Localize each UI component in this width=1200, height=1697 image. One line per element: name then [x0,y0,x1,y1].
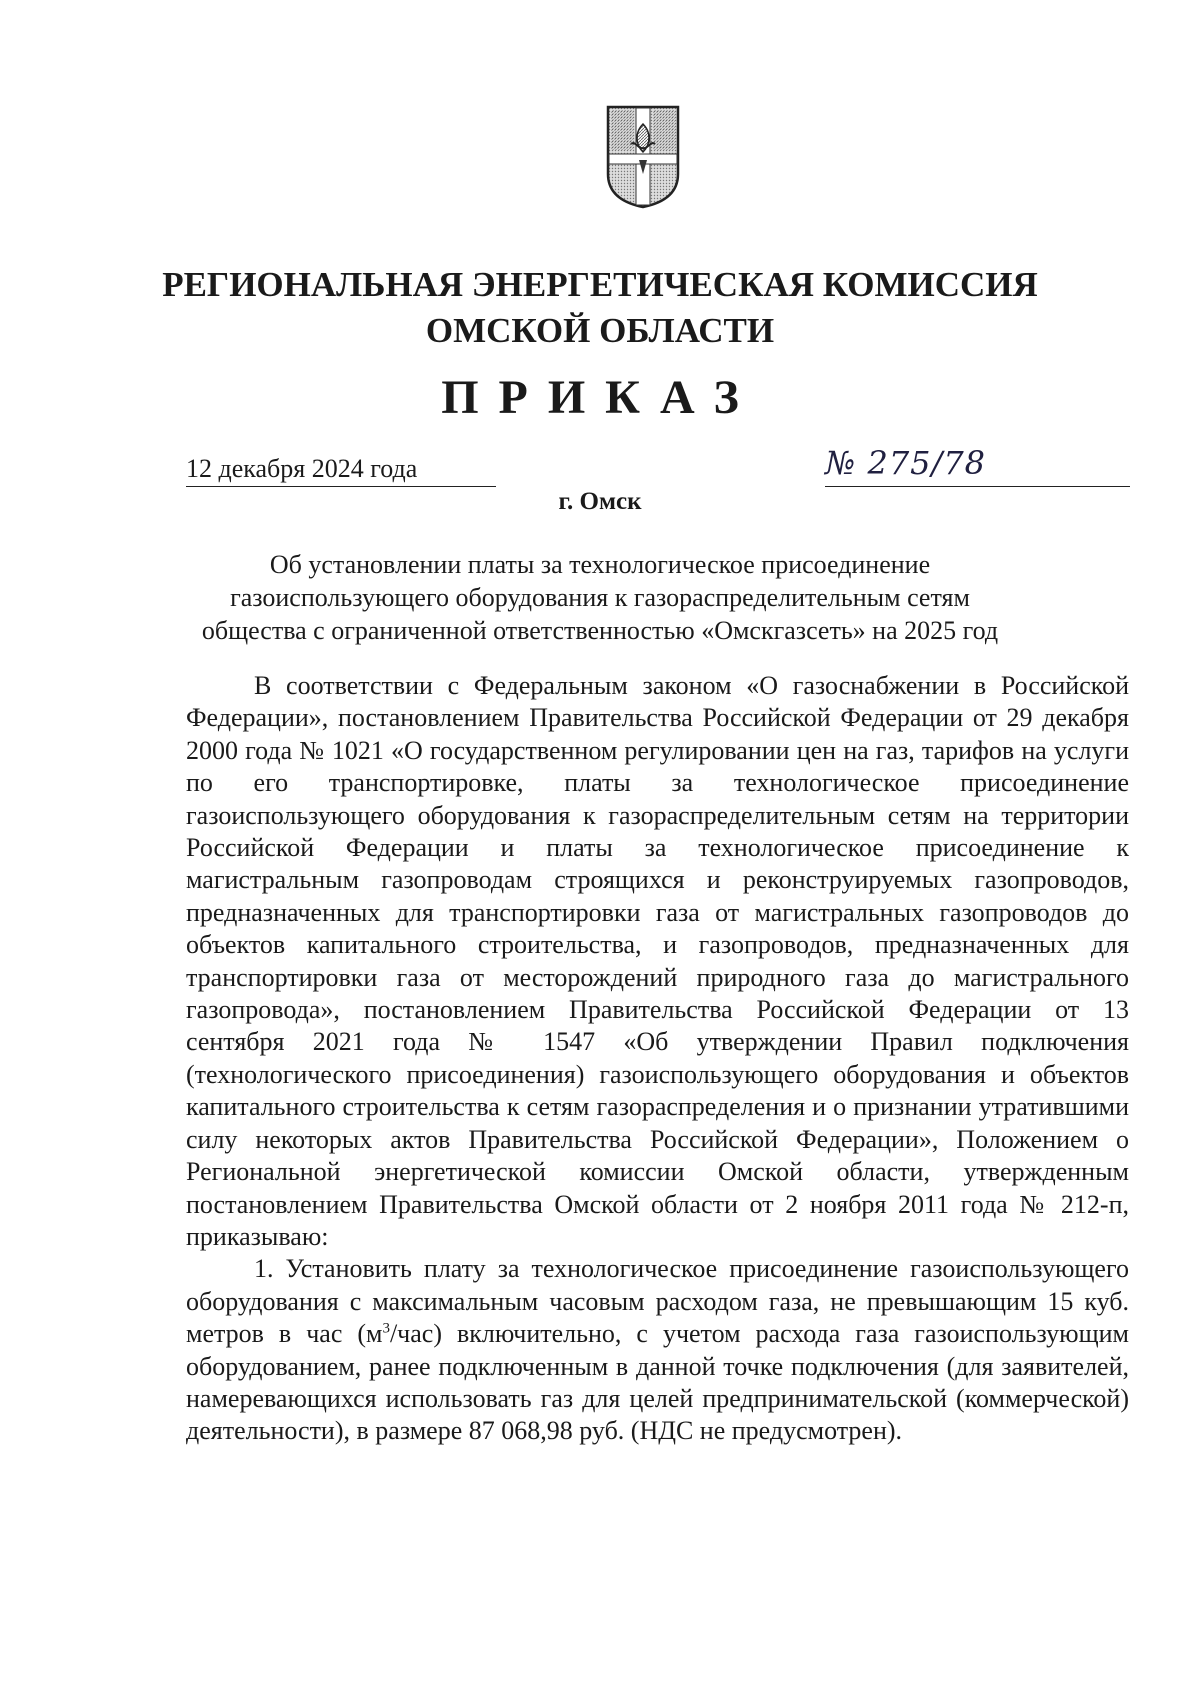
item-1-paragraph [186,1253,1129,1447]
subject-line3: общества с ограниченной ответственностью «Омскгазсеть» на 2025 год [201,616,999,645]
coat-of-arms-emblem [605,104,681,210]
document-number-line [825,444,1130,487]
subject-line1: Об установлении платы за технологическое присоединение [269,550,931,579]
subject-line2: газоиспользующего оборудования к газораспределительным сетям [230,583,970,612]
document-date: 12 декабря 2024 года [186,452,496,487]
preamble-paragraph: В соответствии с Федеральным законом «О газоснабжении в Российской Федерации», постановлением Правительства Российской Федерации от 29 декабря 2000 года № 1021 «О государственном регулировании цен на газ, тарифов на услуги по его транспортировке, платы за технологическое присоединение газоиспользующего оборудования к газораспределительным сетям на территории Российской Федерации и платы за технологическое присоединение к магистральным газопроводам строящихся и реконструируемых газопроводов, предназначенных для транспортировки газа от магистральных газопроводов до объектов капитального строительства, и газопроводов, предназначенных для транспортировки газа от месторождений природного газа до магистрального газопровода», постановлением Правительства Российской Федерации от 13 сентября 2021 года № 1547 «Об утверждении Правил подключения (технологического присоединения) газоиспользующего оборудования и объектов капитального строительства к сетям газораспределения и о признании утратившими силу некоторых актов Правительства Российской Федерации», Положением о Региональной энергетической комиссии Омской области, утвержденным постановлением Правительства Омской области от 2 ноября 2011 года № 212-п, приказываю: [186,671,1129,1251]
item-1-text-part1: 1. Установить плату за технологическое присоединение газоиспользующего оборудования с максимальным часовым расходом газа, не превышающим 15 куб. метров в час (м [186,1254,1129,1349]
document-body [186,670,1129,1448]
item-1-superscript: 3 [382,1320,390,1337]
organization-name-line2: ОМСКОЙ ОБЛАСТИ [425,311,775,350]
document-type-title: ПРИКАЗ [441,371,759,424]
item-1-text-part2: /час) включительно, с учетом расхода газа газоиспользующим оборудованием, ранее подключенным в данной точке подключения (для заявителей, намеревающихся использовать газ для целей предпринимательской (коммерческой) деятельности), в размере 87 068,98 руб. (НДС не предусмотрен). [186,1319,1129,1446]
organization-name [0,262,1200,354]
organization-name-line1: РЕГИОНАЛЬНАЯ ЭНЕРГЕТИЧЕСКАЯ КОМИССИЯ [162,265,1038,304]
document-number-handwritten: № 275/78 [825,444,987,482]
document-subject [160,548,1040,647]
document-city: г. Омск [558,488,642,515]
